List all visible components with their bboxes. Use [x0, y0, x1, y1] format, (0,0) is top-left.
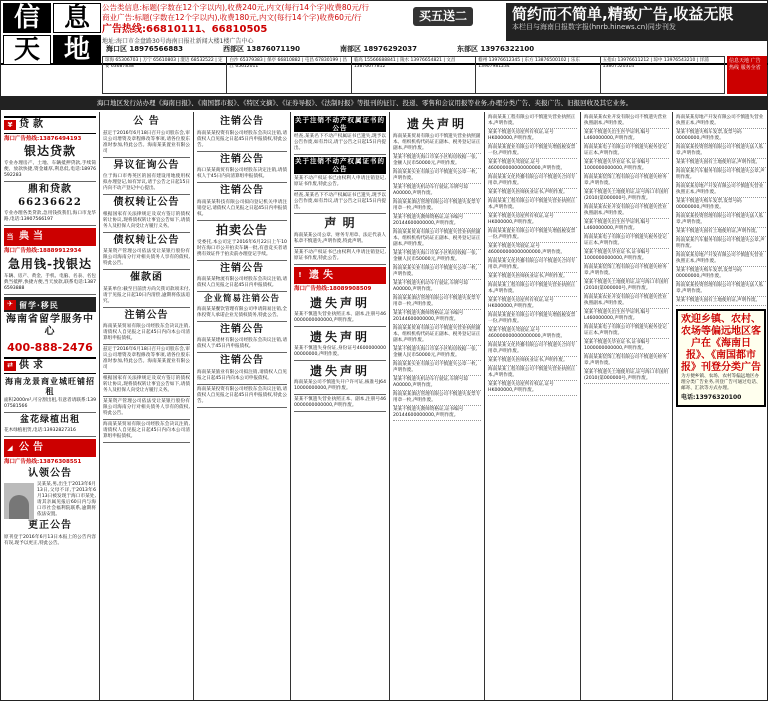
distribution-strip: 海口地区发行站办理《海南日报》、《南国都市报》、《特区文摘》、《证券导报》、《法制时报》等报刊的征订、投递、零售和会议用报等业务,办理分类广告、夹报广告、旧报回收及其它业务。: [1, 96, 768, 110]
notice-title: 注销公告: [220, 116, 264, 127]
notice-title: 注销公告: [220, 262, 264, 274]
list-item: 某某不慎遗失机动车行驶证,车牌号琼A00000,声明作废。: [393, 184, 481, 199]
list-item: 某某不慎遗失毕业证书,证书编号1000000000000,声明作废。: [584, 339, 669, 354]
notice-text: 某某不慎遗失身份证,身份证号460000000000000000,声明作废。: [294, 346, 386, 361]
notice-text: 海南某某投资有限公司经股东会决议注销,请债权人自见报之日起45日内申报债权,特此公告。: [197, 387, 287, 408]
ad-text: 专业办理房产、土地、车辆抵押贷款,手续简便、放款快捷,资金雄厚,利息低,电话:18976592283: [4, 161, 96, 182]
notice-text: 海南某某餐饮管理有限公司申请简易注销,全体投资人承诺企业无债权债务,特此公告。: [197, 307, 287, 322]
list-item: 海南某某实业有限公司不慎遗失公章一枚,声明作废。: [393, 169, 481, 184]
list-item: 某某不慎遗失国有土地使用证,声明作废。: [676, 228, 766, 237]
notice-title: 公 告: [133, 116, 160, 127]
logo: [3, 3, 99, 63]
notice-text: 位于海口市秀英区的国有建设用地使用权拟办理登记,如有异议,请于公告之日起15日内向不动产登记中心提出。: [103, 174, 190, 195]
column-1: [1, 112, 100, 700]
list-item: 海南某某文化传播有限公司不慎遗失合同专用章,声明作废。: [488, 258, 577, 273]
list-item: 某某不慎遗失医师执业证书,声明作废。: [488, 273, 577, 282]
list-item: 某某不慎遗失购车发票,发票号码00000000,声明作废。: [676, 267, 766, 282]
list-item: 某某不慎遗失房屋所有权证,证号HK000000,声明作废。: [488, 213, 577, 228]
list-item: 海南某某工程有限公司不慎遗失营业执照正本,声明作废。: [488, 198, 577, 213]
notice-title: 注销公告: [220, 355, 264, 367]
notice-title: 债权转让公告: [113, 234, 180, 246]
list-item: 海南某某贸易有限公司不慎遗失营业执照副本、组织机构代码证正副本、税务登记证正副本,声明作废。: [393, 133, 481, 154]
ad-title: 更正公告: [28, 520, 72, 532]
notice-title: 异议征询公告: [113, 159, 180, 171]
notice-text: 根据国家有关法律规定及双方签订的债权转让协议,现将债权转让事宜公告如下,请债务人及担保人向受让方履行义务。: [103, 376, 190, 397]
notice-text: 根据国家有关法律规定及双方签订的债权转让协议,现将债权转让事宜公告如下,请债务人及担保人向受让方履行义务。: [103, 212, 190, 233]
promo-tag: 买五送二: [413, 7, 473, 26]
lost-list: [584, 114, 669, 384]
notice-text: 兹定于2016年6月18日召开公司股东会,审议公司增资及章程修改等事项,请各位股东准时参加,特此公告。海南某某置业有限公司: [103, 347, 190, 374]
logo-char-4: 地: [53, 35, 101, 65]
directory-cell: 琼海 65306703 | 万宁 65610803 | 澄迈 68532522 | 定安 63687838: [103, 57, 227, 93]
list-item: 海南某某装饰工程有限公司不慎遗失财务章,声明作废。: [584, 354, 669, 369]
list-item: 海南某某房地产开发有限公司不慎遗失营业执照正本,声明作废。: [676, 114, 766, 129]
list-item: 某某不慎遗失医师执业证书,声明作废。: [488, 357, 577, 366]
rate-line-1: 公告类信息:标题(字数在12个字以内),收费240元,内文(每行14个字)收费80元/行: [102, 3, 369, 12]
notice-text: 某某不动产权证书已由权利人申请注销登记,原证书作废,特此公告。: [294, 250, 386, 265]
directory-cell: 儋州 13976612345 | 东方 13876500102 | 乐东 13907981234: [476, 57, 600, 93]
notice-text: 兹定于2016年6月18日召开公司股东会,审议公司增资及章程修改等事项,请各位股东准时参加,特此公告。海南某某置业有限公司: [103, 131, 190, 158]
notice-text: 海南某某贸易有限公司经股东会决议注销,请债权人自见报之日起45日内向本公司清算组申报债权。: [103, 324, 190, 345]
list-item: 海南某某文化传播有限公司不慎遗失合同专用章,声明作废。: [488, 174, 577, 189]
list-item: 某某不慎遗失驾驶证,证号460000000000000000,声明作废。: [488, 159, 577, 174]
list-item: 海南某某贸易有限公司不慎遗失营业执照副本、组织机构代码证正副本、税务登记证正副本,声明作废。: [393, 229, 481, 250]
list-item: 海南某某电子有限公司不慎遗失税务登记证正本,声明作废。: [584, 234, 669, 249]
list-item: 某某不慎遗失国有土地使用证,声明作废。: [676, 159, 766, 168]
pawn-icon: 当: [4, 233, 16, 243]
list-item: 海南某某置业有限公司不慎遗失增值税发票一份,声明作废。: [488, 228, 577, 243]
list-item: 某某不慎遗失机动车行驶证,车牌号琼A00000,声明作废。: [393, 376, 481, 391]
list-item: 某某不慎遗失教师资格证,证书编号20144600000000,声明作废。: [393, 214, 481, 229]
phone-west: 西部区 13876071190: [223, 45, 301, 53]
list-item: 某某不慎遗失土地使用证,证号海口市国用(2010)第000000号,声明作废。: [584, 189, 669, 204]
notice-title: 遗失声明: [406, 117, 467, 131]
category-lost: ! 遗失: [294, 267, 386, 285]
ad-text: 专业办理各类贷款,急用钱找我们,海口市龙华路,电话:13907566197: [4, 211, 96, 226]
list-item: 某某不慎遗失房屋所有权证,证号HK000000,声明作废。: [488, 129, 577, 144]
list-item: 某某不慎遗失房屋所有权证,证号HK000000,声明作废。: [488, 297, 577, 312]
list-item: 海南某某农业开发有限公司不慎遗失营业执照副本,声明作废。: [584, 204, 669, 219]
promo-text: 为方便乡镇、农场、农村等偏远地区办理分类广告业务,刊登广告可通过电话、邮寄、汇款等方式办理。: [681, 374, 761, 391]
list-item: 某某不慎遗失毕业证书,证书编号1000000000000,声明作废。: [584, 249, 669, 264]
list-item: 海南某某酒店管理有限公司不慎遗失发票专用章一枚,声明作废。: [393, 199, 481, 214]
notice-text: 受委托,本公司定于2016年6月22日上午10时在海口市公开拍卖车辆一批,有意竞买者请携有效证件于拍卖前办理登记手续。: [197, 240, 287, 261]
list-item: 海南某某工程有限公司不慎遗失营业执照正本,声明作废。: [488, 114, 577, 129]
ad-title: 急用钱-找银达: [8, 256, 92, 271]
list-item: 海南某某工程有限公司不慎遗失营业执照正本,声明作废。: [488, 282, 577, 297]
promo-phone: 电话:13976320100: [681, 394, 742, 401]
logo-char-2: 息: [53, 3, 101, 33]
coin-icon: ¥: [4, 120, 16, 130]
list-item: 某某不慎遗失出生医学证明,编号L460000000,声明作废。: [584, 309, 669, 324]
list-item: 某某不慎遗失毕业证书,证书编号1000000000000,声明作废。: [584, 159, 669, 174]
list-item: 某某不慎遗失驾驶证,证号460000000000000000,声明作废。: [488, 243, 577, 258]
list-item: 海南某某农业开发有限公司不慎遗失营业执照副本,声明作废。: [584, 294, 669, 309]
list-item: 海南某某贸易有限公司不慎遗失营业执照副本、组织机构代码证正副本、税务登记证正副本,声明作废。: [393, 325, 481, 346]
classified-columns: [1, 112, 768, 700]
plane-icon: ✈: [4, 300, 16, 310]
hotline: 海口广告热线:13876308551: [4, 458, 82, 465]
ad-hotline: 广告热线:66810111、66810505: [102, 24, 268, 35]
category-loan: ¥ 贷款: [4, 116, 96, 134]
banner: [506, 3, 767, 41]
list-item: 海南某某工程有限公司不慎遗失营业执照正本,声明作废。: [488, 366, 577, 381]
ad-phone: 400-888-2476: [7, 340, 93, 354]
list-item: 海南某某汽车服务有限公司不慎遗失公章,声明作废。: [676, 168, 766, 183]
lost-list: [393, 133, 481, 421]
list-item: 海南某某实业有限公司不慎遗失公章一枚,声明作废。: [393, 361, 481, 376]
directory-cell: 白沙 65379383 | 保亭 66810882 | 屯昌 67830199 | 昌江 65612011: [227, 57, 351, 93]
rural-promo-box: [676, 309, 766, 407]
list-item: 海南某某置业有限公司不慎遗失增值税发票一份,声明作废。: [488, 312, 577, 327]
notice-text: 某某不慎遗失营业执照正本、副本,注册号460000000000000,声明作废。: [294, 312, 386, 327]
notice-text: 海南某某旅业有限公司拟注销,请债权人自见报之日起45日内向本公司申报债权。: [197, 370, 287, 385]
column-7: [581, 112, 673, 700]
notice-title: 注销公告: [124, 309, 169, 321]
lost-list: [676, 114, 766, 306]
list-item: 海南某某农业开发有限公司不慎遗失营业执照副本,声明作废。: [584, 114, 669, 129]
list-item: 海南某某电子有限公司不慎遗失税务登记证正本,声明作废。: [584, 324, 669, 339]
list-item: 某某不慎遗失医师执业证书,声明作废。: [488, 189, 577, 198]
notice-text: 经查,某某名下不动产权属证书已遗失,现予以公告作废,如有异议,请于公告之日起15日内提出。: [294, 193, 386, 214]
notice-text: 海南某某物流有限公司经股东会决议注销,请债权人自见报之日起45日内申报债权。: [197, 277, 287, 292]
list-item: 海南某某电子有限公司不慎遗失税务登记证正本,声明作废。: [584, 144, 669, 159]
notice-title: 催款函: [130, 272, 163, 283]
category-notice: ◢ 公告: [4, 439, 96, 457]
notice-title: 遗失声明: [309, 363, 370, 378]
lost-icon: !: [294, 271, 306, 281]
ad-title: 认领公告: [28, 467, 72, 479]
phone-south: 南部区 18976292037: [340, 45, 418, 53]
notice-title: 拍卖公告: [215, 222, 268, 237]
list-item: 海南某某装饰工程有限公司不慎遗失财务章,声明作废。: [584, 174, 669, 189]
directory-table: [102, 56, 725, 94]
category-supply: ⇄ 供求: [4, 357, 96, 375]
list-item: 海南某某投资管理有限公司不慎遗失法人私章,声明作废。: [676, 144, 766, 159]
list-item: 某某不慎遗失出生医学证明,编号L460000000,声明作废。: [584, 219, 669, 234]
ad-text: 原刊登于2016年6月13日本报上的公告内容有误,现予以更正,特此公告。: [4, 534, 96, 546]
banner-main: 简约而不简单,精致广告,收益无限: [512, 5, 734, 23]
ad-text: 吴某某,男,出生于2013年6月13日,父母不详,于2013年6月13日被发现于海口市某处,请其亲属见报后60日内与海口市社会福利院联系,逾期将依法安置。: [37, 482, 96, 518]
hotline: 海口广告热线:18089908509: [294, 286, 372, 292]
category-pawn: 当 典当: [4, 228, 96, 246]
ad-title: 海南省留学服务中心: [6, 313, 94, 338]
list-item: 某某不慎遗失海口市某小区购房收据一张,金额人民币50000元,声明作废。: [393, 250, 481, 265]
notice-title: 关于注销不动产权属证书的公告: [295, 157, 385, 174]
phone-east: 东部区 13976322100: [457, 45, 535, 53]
list-item: 某某不慎遗失国有土地使用证,声明作废。: [676, 297, 766, 306]
notice-text: 海南某某投资有限公司经股东会决议注销,请债权人自见报之日起45日内申报债权,特此公告。: [197, 131, 287, 152]
notice-text: 海南某某公司公章、财务专用章、法定代表人私章不慎遗失,声明作废,特此声明。: [294, 233, 386, 248]
column-2: [100, 112, 194, 700]
notice-text: 某某资产管理公司依法受让某银行股份有限公司海南分行对相关债务人享有的债权,特此公告。: [103, 399, 190, 420]
notice-text: 海南某某科技有限公司拟向登记机关申请注销登记,请债权人自见报之日起45日内申报债权。: [197, 200, 287, 221]
notice-text: 某某不动产权证书已由权利人申请注销登记,原证书作废,特此公告。: [294, 176, 386, 191]
notice-text: 海口某某商贸有限公司经股东决定注销,请债权人于45日内向清算组申报债权。: [197, 168, 287, 183]
region-phones: [106, 45, 716, 55]
ad-text: 花木绿植租赁,电话:13932827316: [4, 428, 96, 437]
list-item: 海南某某文化传播有限公司不慎遗失合同专用章,声明作废。: [488, 342, 577, 357]
notice-title: 遗失声明: [309, 329, 370, 344]
list-item: 海南某某房地产开发有限公司不慎遗失营业执照正本,声明作废。: [676, 183, 766, 198]
notice-text: 某某不慎遗失营业执照正本、副本,注册号460000000000000,声明作废。: [294, 397, 386, 412]
list-item: 某某不慎遗失土地使用证,证号海口市国用(2010)第000000号,声明作废。: [584, 369, 669, 384]
column-3: [194, 112, 291, 700]
notice-title: 债权转让公告: [113, 197, 180, 208]
list-item: 海南某某投资管理有限公司不慎遗失法人私章,声明作废。: [676, 282, 766, 297]
banner-sub: 本栏目与海南日报数字报(hnrb.hinews.cn)同步刊发: [512, 23, 676, 31]
list-item: 海南某某房地产开发有限公司不慎遗失营业执照正本,声明作废。: [676, 252, 766, 267]
notice-text: 经查,某某名下不动产权属证书已遗失,现予以公告作废,如有异议,请于公告之日起15日内提出。: [294, 134, 386, 155]
logo-char-3: 天: [3, 35, 51, 65]
directory-cell: 临高 15566688841 | 陵水 13976654821 | 文昌 13876677812: [352, 57, 476, 93]
rate-line-2: 商业广告:标题(字数在12个字以内),收费180元,内文(每行14个字)收费60元/行: [102, 13, 362, 22]
notice-text: 某某资产管理公司依法受让某银行股份有限公司海南分行对相关债务人享有的债权,特此公告。: [103, 249, 190, 270]
notice-text: 海南某某贸易有限公司经股东会决议注销,请债权人自见报之日起45日内向本公司清算组申报债权。: [103, 422, 190, 443]
ad-text: 面积2000m²,可分割出租,有意者请联系:13907581566: [4, 398, 96, 413]
ad-title: 鼎和贷款66236622: [18, 184, 82, 208]
list-item: 海南某某投资管理有限公司不慎遗失法人私章,声明作废。: [676, 213, 766, 228]
list-item: 海南某某酒店管理有限公司不慎遗失发票专用章一枚,声明作废。: [393, 295, 481, 310]
list-item: 某某不慎遗失海口市某小区购房收据一张,金额人民币50000元,声明作废。: [393, 346, 481, 361]
child-photo: [4, 483, 34, 519]
list-item: 某某不慎遗失海口市某小区购房收据一张,金额人民币50000元,声明作废。: [393, 154, 481, 169]
notice-title: 关于注销不动产权属证书的公告: [295, 116, 385, 133]
list-item: 某某不慎遗失购车发票,发票号码00000000,声明作废。: [676, 198, 766, 213]
list-item: 某某不慎遗失机动车行驶证,车牌号琼A00000,声明作废。: [393, 280, 481, 295]
hotline: 海口广告热线:18889912934: [4, 247, 82, 254]
promo-title: 欢迎乡镇、农村、农场等偏远地区客户在《海南日报》、《南国都市报》刊登分类广告: [681, 314, 761, 373]
list-item: 海南某某酒店管理有限公司不慎遗失发票专用章一枚,声明作废。: [393, 391, 481, 406]
list-item: 海南某某汽车服务有限公司不慎遗失公章,声明作废。: [676, 237, 766, 252]
side-info: 信息天地 广告热线 服务全省: [727, 56, 767, 94]
column-4: [291, 112, 390, 700]
hotline: 海口广告热线:13876494193: [4, 135, 82, 142]
ad-title: 银达贷款: [23, 144, 76, 159]
ad-title: 海南龙景商业城旺铺招租: [5, 376, 95, 396]
list-item: 某某不慎遗失房屋所有权证,证号HK000000,声明作废。: [488, 381, 577, 396]
lost-list: [488, 114, 577, 396]
notice-title: 注销公告: [220, 153, 264, 165]
notice-text: 海南某某公司不慎遗失开户许可证,核准号J6410000000000,声明作废。: [294, 380, 386, 395]
directory-cell: 五指山 13976611212 | 琼中 13976543210 | 洋浦 13807520314: [602, 58, 709, 69]
notice-title: 声 明: [324, 215, 356, 230]
list-item: 海南某某装饰工程有限公司不慎遗失财务章,声明作废。: [584, 264, 669, 279]
address: 地址:海口市金盘路30号海南日报社新闻大楼1楼广告中心: [102, 38, 254, 45]
list-item: 海南某某实业有限公司不慎遗失公章一枚,声明作废。: [393, 265, 481, 280]
notice-title: 注销公告: [220, 323, 264, 335]
ad-text: 车辆、房产、黄金、手机、电脑、名表、名包典当抵押,快捷方便,当天放款,联系电话:13876593888: [4, 274, 96, 295]
column-5: [390, 112, 485, 700]
column-6: [485, 112, 581, 700]
list-item: 某某不慎遗失教师资格证,证书编号20144600000000,声明作废。: [393, 406, 481, 421]
megaphone-icon: ◢: [4, 444, 16, 454]
list-item: 某某不慎遗失出生医学证明,编号L460000000,声明作废。: [584, 129, 669, 144]
notice-title: 企业简易注销公告: [203, 294, 280, 304]
logo-char-1: 信: [3, 3, 51, 33]
notice-title: 注销公告: [220, 185, 264, 196]
list-item: 某某不慎遗失土地使用证,证号海口市国用(2010)第000000号,声明作废。: [584, 279, 669, 294]
notice-title: 遗失声明: [309, 295, 370, 310]
notice-text: 某某单位:截至目前贵方尚欠我司款项未付,请于见报之日起10日内清偿,逾期将依法追究。: [103, 287, 190, 308]
handshake-icon: ⇄: [4, 361, 16, 371]
ad-title: 盆花绿植出租: [19, 415, 80, 425]
list-item: 某某不慎遗失驾驶证,证号460000000000000000,声明作废。: [488, 327, 577, 342]
list-item: 海南某某置业有限公司不慎遗失增值税发票一份,声明作废。: [488, 144, 577, 159]
category-study-abroad: ✈ 留学·移民: [4, 297, 96, 312]
list-item: 某某不慎遗失购车发票,发票号码00000000,声明作废。: [676, 129, 766, 144]
phone-haikou: 海口区 18976566883: [106, 45, 184, 53]
column-8: [673, 112, 768, 700]
notice-text: 海南某某建材有限公司经股东会决议注销,请债权人于45日内申报债权。: [197, 338, 287, 353]
list-item: 某某不慎遗失教师资格证,证书编号20144600000000,声明作废。: [393, 310, 481, 325]
